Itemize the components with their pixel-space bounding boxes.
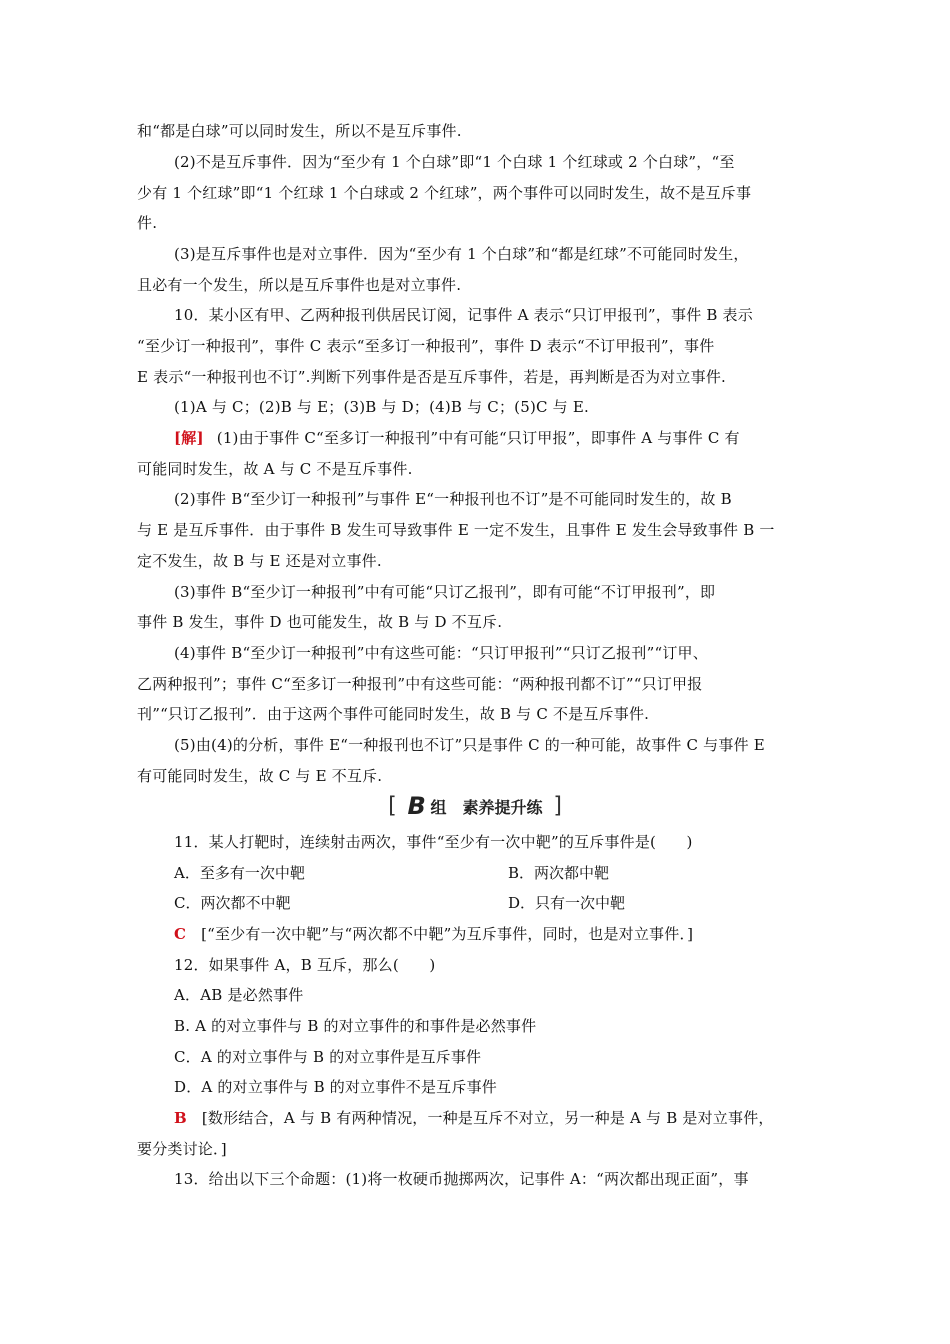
text-line: (2)事件 B“至少订一种报刊”与事件 E“一种报刊也不订”是不可能同时发生的，故 B (174, 490, 732, 508)
text-line: (2)不是互斥事件．因为“至少有 1 个白球”即“1 个白球 1 个红球或 2 个白球”，“至 (174, 153, 735, 171)
text-line: (3)是互斥事件也是对立事件．因为“至少有 1 个白球”和“都是红球”不可能同时发生， (174, 245, 749, 263)
question-11-option-d: D．只有一次中靶 (508, 894, 626, 912)
section-b-mark: B (407, 792, 426, 820)
question-11-explanation: [“至少有一次中靶”与“两次都不中靶”为互斥事件，同时，也是对立事件．] (201, 925, 694, 943)
text-line: 件. (137, 214, 158, 232)
text-line: 和“都是白球”可以同时发生，所以不是互斥事件. (137, 122, 462, 140)
text-line: 事件 B 发生，事件 D 也可能发生，故 B 与 D 不互斥. (137, 613, 503, 631)
text-line: 定不发生，故 B 与 E 还是对立事件. (137, 552, 382, 570)
question-12-option-c: C．A 的对立事件与 B 的对立事件是互斥事件 (174, 1048, 482, 1066)
section-left-bracket: [ (388, 793, 397, 819)
section-header (0, 792, 950, 822)
text-line: E 表示“一种报刊也不订”.判断下列事件是否是互斥事件，若是，再判断是否为对立事件. (137, 368, 726, 386)
text-line: 可能同时发生，故 A 与 C 不是互斥事件. (137, 460, 413, 478)
text-line: 刊”“只订乙报刊”．由于这两个事件可能同时发生，故 B 与 C 不是互斥事件. (137, 705, 650, 723)
text-line: (4)事件 B“至少订一种报刊”中有这些可能：“只订甲报刊”“只订乙报刊”“订甲、 (174, 644, 708, 662)
text-line: 有可能同时发生，故 C 与 E 不互斥. (137, 767, 383, 785)
question-10-parts: (1)A 与 C；(2)B 与 E；(3)B 与 D；(4)B 与 C；(5)C 与 E. (174, 398, 589, 416)
question-13-stem: 13．给出以下三个命题：(1)将一枚硬币抛掷两次，记事件 A：“两次都出现正面”，事 (174, 1170, 749, 1188)
section-title: 组 素养提升练 (430, 797, 543, 817)
text-line: “至少订一种报刊”，事件 C 表示“至多订一种报刊”，事件 D 表示“不订甲报刊”，事件 (137, 337, 715, 355)
section-right-bracket: ] (553, 793, 562, 819)
question-11-answer: C (174, 925, 187, 943)
question-12-answer-line (174, 1107, 817, 1129)
question-11-answer-line (174, 923, 817, 945)
question-11-option-b: B．两次都中靶 (508, 864, 610, 882)
question-12-option-b: B. A 的对立事件与 B 的对立事件的和事件是必然事件 (174, 1017, 537, 1035)
solution-first-line (174, 427, 817, 449)
question-10-stem: 10．某小区有甲、乙两种报刊供居民订阅，记事件 A 表示“只订甲报刊”，事件 B 表示 (174, 306, 753, 324)
question-12-answer: B (174, 1109, 187, 1127)
solution-label: [解] (174, 429, 204, 447)
question-12-stem: 12．如果事件 A，B 互斥，那么( ) (174, 956, 436, 974)
text-line: (3)事件 B“至少订一种报刊”中有可能“只订乙报刊”，即有可能“不订甲报刊”，即 (174, 583, 716, 601)
text-line: 且必有一个发生，所以是互斥事件也是对立事件. (137, 276, 462, 294)
text-line: 与 E 是互斥事件．由于事件 B 发生可导致事件 E 一定不发生，且事件 E 发生会导致事件 B 一 (137, 521, 775, 539)
question-11-option-a: A．至多有一次中靶 (174, 864, 305, 882)
question-12-option-a: A．AB 是必然事件 (174, 986, 304, 1004)
question-12-explanation: [数形结合，A 与 B 有两种情况，一种是互斥不对立，另一种是 A 与 B 是对立事件， (201, 1109, 774, 1127)
question-11-option-c: C．两次都不中靶 (174, 894, 291, 912)
text-line: 乙两种报刊”；事件 C“至多订一种报刊”中有这些可能：“两种报刊都不订”“只订甲报 (137, 675, 703, 693)
question-12-option-d: D．A 的对立事件与 B 的对立事件不是互斥事件 (174, 1078, 497, 1096)
text-line: 少有 1 个红球”即“1 个红球 1 个白球或 2 个红球”，两个事件可以同时发生，故不是互斥事 (137, 184, 752, 202)
text-line: (5)由(4)的分析，事件 E“一种报刊也不订”只是事件 C 的一种可能，故事件 C 与事件 E (174, 736, 765, 754)
text-line: 要分类讨论．] (137, 1140, 227, 1158)
solution-text: (1)由于事件 C“至多订一种报刊”中有可能“只订甲报”，即事件 A 与事件 C 有 (216, 429, 740, 447)
question-11-stem: 11．某人打靶时，连续射击两次，事件“至少有一次中靶”的互斥事件是( ) (174, 833, 693, 851)
